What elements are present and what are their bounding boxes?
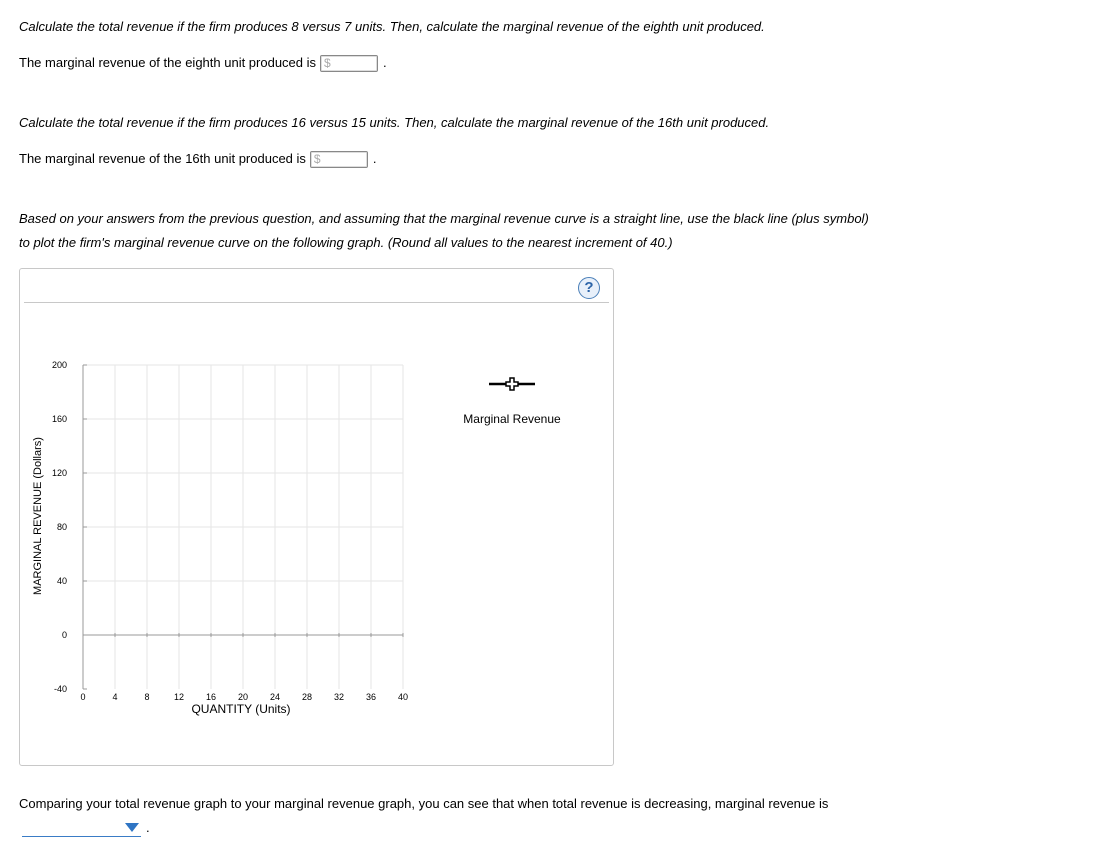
q1-mr-field[interactable] [331,56,379,70]
x-tick-label: 24 [269,692,281,702]
y-tick-label: 160 [51,414,67,424]
q1-answer-line [19,53,387,73]
q2-instruction: Calculate the total revenue if the firm produces 16 versus 15 units. Then, calculate the marginal revenue of the 16th unit produced. [19,115,770,130]
q1-period: . [383,55,387,70]
x-tick-label: 36 [365,692,377,702]
y-axis-title: MARGINAL REVENUE (Dollars) [32,437,44,595]
graph-instruction-line2: to plot the firm's marginal revenue curve on the following graph. (Round all values to the nearest increment of 40.) [19,235,673,250]
q1-prompt: The marginal revenue of the eighth unit produced is [19,55,317,70]
legend-label: Marginal Revenue [463,412,561,426]
q2-period: . [372,151,377,166]
x-tick-label: 40 [397,692,409,702]
graph-instruction-line1: Based on your answers from the previous question, and assuming that the marginal revenue curve is a straight line, use the black line (plus symbol) [19,211,869,226]
bottom-question: Comparing your total revenue graph to your marginal revenue graph, you can see that when total revenue is decreasing, marginal revenue is [19,796,829,811]
graph-panel[interactable] [19,268,614,766]
chevron-down-icon[interactable] [125,823,139,832]
y-tick-label: 40 [56,576,67,586]
x-tick-label: 20 [237,692,249,702]
q1-instruction: Calculate the total revenue if the firm produces 8 versus 7 units. Then, calculate the marginal revenue of the eighth unit produced. [19,19,765,34]
x-tick-label: 8 [144,692,150,702]
q2-mr-input[interactable] [310,151,368,168]
q2-mr-field[interactable] [321,152,369,166]
marginal-revenue-chart[interactable] [20,269,613,765]
x-tick-label: 32 [333,692,345,702]
y-tick-label: 200 [51,360,67,370]
x-tick-label: 12 [173,692,185,702]
y-tick-label: 120 [51,468,67,478]
bottom-period: . [146,820,150,835]
y-tick-label: -40 [53,684,67,694]
currency-symbol: $ [313,152,321,166]
plus-marker-icon[interactable] [506,378,518,390]
x-tick-label: 28 [301,692,313,702]
y-tick-label: 0 [61,630,67,640]
help-icon[interactable]: ? [578,277,600,299]
q1-mr-input[interactable] [320,55,378,72]
currency-symbol: $ [324,56,331,70]
x-tick-label: 16 [205,692,217,702]
q2-answer-line [19,149,377,169]
q2-prompt: The marginal revenue of the 16th unit produced is [19,151,306,166]
y-tick-label: 80 [56,522,67,532]
x-axis-title: QUANTITY (Units) [191,702,291,716]
mr-sign-dropdown[interactable] [22,820,141,837]
x-tick-label: 4 [112,692,118,702]
x-tick-label: 0 [80,692,86,702]
